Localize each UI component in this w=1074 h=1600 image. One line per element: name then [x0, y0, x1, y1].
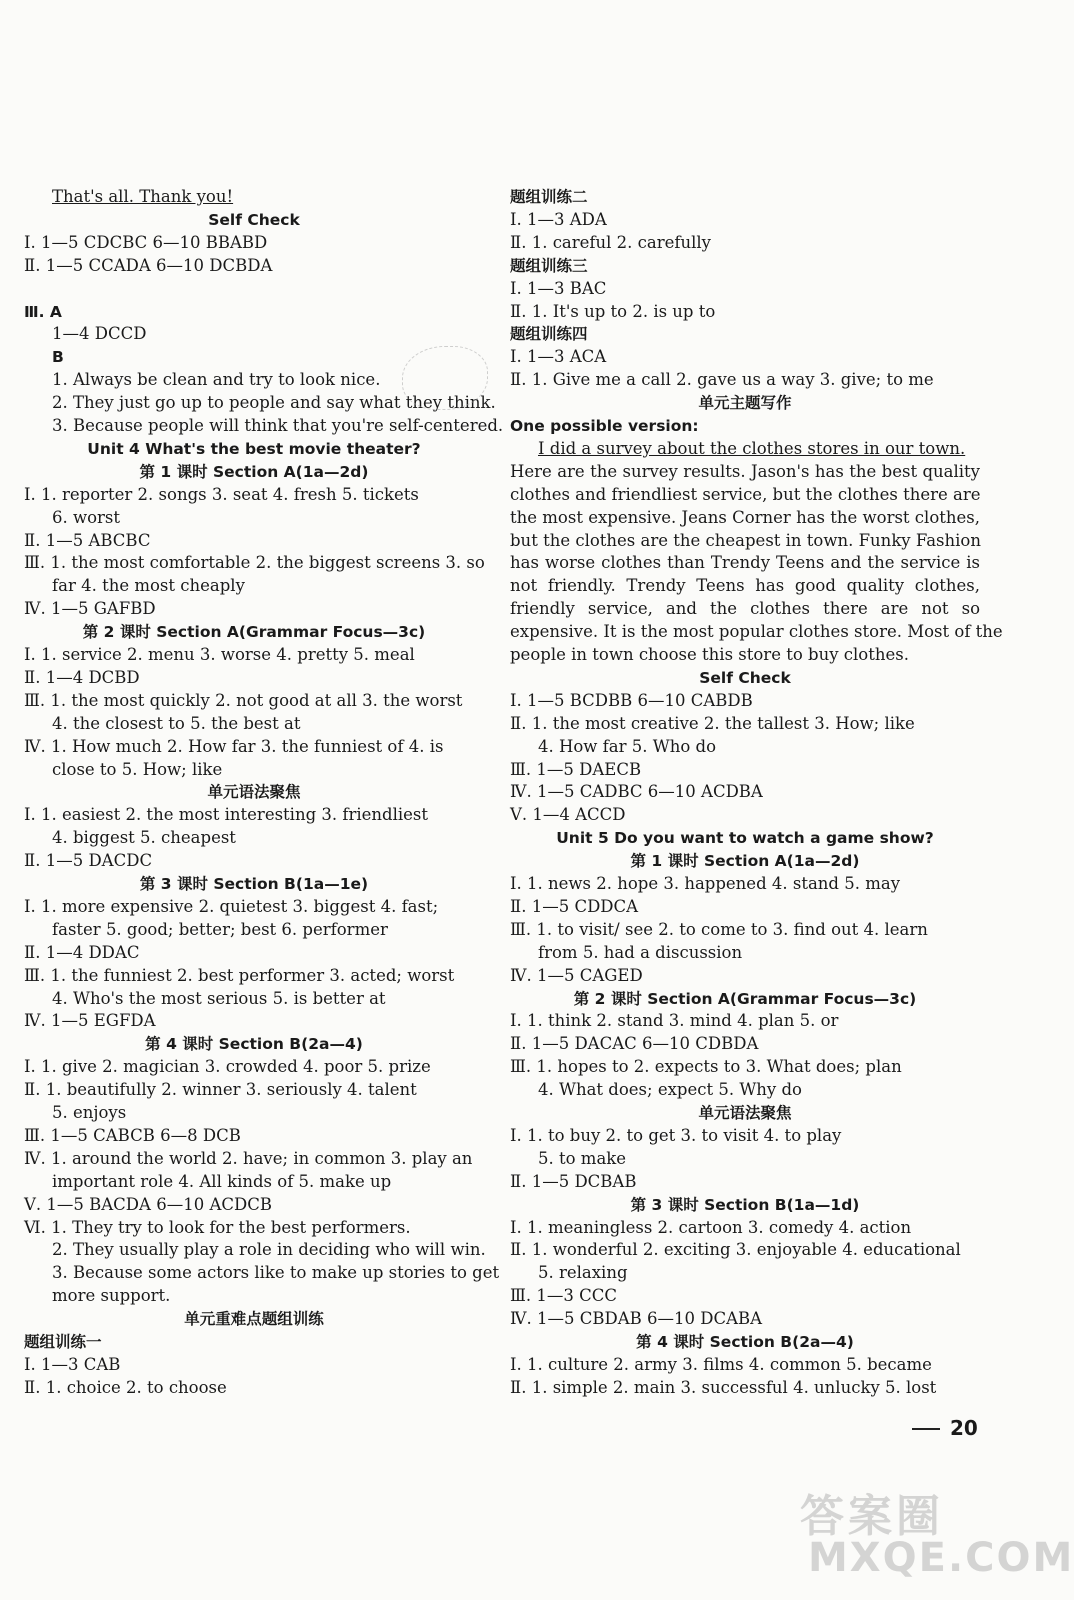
left-column-line: 3. Because people will think that you're self-centered.: [52, 416, 504, 435]
left-column-line: important role 4. All kinds of 5. make up: [52, 1171, 392, 1191]
right-column-line: Ⅱ. 1. careful 2. carefully: [510, 232, 712, 252]
right-column-line: Ⅳ. 1—5 CADBC 6—10 ACDBA: [510, 782, 763, 802]
left-column-line: 题组训练一: [24, 1333, 102, 1351]
right-column-line: Ⅲ. 1. to visit/ see 2. to come to 3. find out 4. learn: [510, 919, 928, 939]
right-column-line: Ⅰ. 1. think 2. stand 3. mind 4. plan 5. or: [510, 1011, 839, 1031]
left-column-line: 单元语法聚焦: [207, 783, 301, 802]
left-column-line: 4. Who's the most serious 5. is better at: [52, 988, 386, 1008]
right-column-line: Ⅰ. 1. news 2. hope 3. happened 4. stand 5. may: [510, 874, 901, 893]
right-column-line: Ⅱ. 1. wonderful 2. exciting 3. enjoyable 4. educational: [510, 1240, 961, 1260]
left-column-line: Ⅱ. 1—4 DDAC: [24, 942, 140, 962]
right-column-line: but the clothes are the cheapest in town. Funky Fashion: [510, 530, 981, 550]
left-column-line: Unit 4 What's the best movie theater?: [87, 439, 421, 458]
left-column-line: 2. They usually play a role in deciding who will win.: [52, 1240, 486, 1260]
right-column-line: Ⅱ. 1. Give me a call 2. gave us a way 3. give; to me: [510, 370, 934, 390]
right-column-line: Ⅰ. 1—5 BCDBB 6—10 CABDB: [510, 690, 753, 710]
right-column-line: 单元语法聚焦: [698, 1104, 792, 1122]
left-column-line: Ⅱ. 1—5 DACDC: [24, 851, 153, 871]
right-column-line: Ⅳ. 1—5 CBDAB 6—10 DCABA: [510, 1309, 763, 1329]
right-column-line: clothes and friendliest service, but the clothes there are: [510, 484, 981, 504]
right-column-line: 题组训练四: [510, 325, 588, 344]
right-column-line: friendly service, and the clothes there are not so: [510, 599, 980, 619]
right-column-line: Ⅱ. 1. It's up to 2. is up to: [510, 301, 716, 321]
left-column-line: 第 2 课时 Section A(Grammar Focus—3c): [82, 623, 426, 642]
right-column-line: Ⅱ. 1—5 DACAC 6—10 CDBDA: [510, 1034, 759, 1054]
left-column-line: Ⅴ. 1—5 BACDA 6—10 ACDCB: [24, 1194, 272, 1214]
right-column-line: has worse clothes than Trendy Teens and the service is: [510, 553, 980, 573]
left-column-line: 1. Always be clean and try to look nice.: [52, 370, 381, 390]
left-column-line: 3. Because some actors like to make up stories to get: [52, 1263, 500, 1283]
right-column-line: 第 1 课时 Section A(1a—2d): [630, 852, 860, 871]
left-column-line: Ⅳ. 1. How much 2. How far 3. the funniest of 4. is: [24, 736, 444, 756]
right-column-line: Ⅳ. 1—5 CAGED: [510, 965, 643, 985]
right-column-line: I did a survey about the clothes stores in our town.: [538, 438, 966, 458]
right-column-line: 4. How far 5. Who do: [538, 736, 717, 756]
right-column-line: 单元主题写作: [698, 394, 792, 413]
left-column-line: 4. the closest to 5. the best at: [52, 713, 301, 733]
left-column-line: 单元重难点题组训练: [184, 1310, 324, 1329]
right-column-line: 5. relaxing: [538, 1263, 628, 1283]
left-column-line: 第 3 课时 Section B(1a—1e): [139, 875, 369, 893]
right-column-line: Ⅲ. 1. hopes to 2. expects to 3. What does; plan: [510, 1057, 902, 1077]
left-column-line: Ⅰ. 1. service 2. menu 3. worse 4. pretty 5. meal: [24, 645, 415, 664]
left-column-line: 第 4 课时 Section B(2a—4): [145, 1035, 363, 1054]
watermark-logo: 答案圈: [800, 1491, 944, 1542]
left-column-line: That's all. Thank you!: [52, 187, 234, 206]
left-column-line: Ⅱ. 1—5 CCADA 6—10 DCBDA: [24, 255, 273, 275]
left-column-line: far 4. the most cheaply: [52, 576, 245, 596]
right-column-line: Here are the survey results. Jason's has the best quality: [510, 461, 980, 481]
left-column-line: 4. biggest 5. cheapest: [52, 828, 236, 848]
right-column-line: Ⅱ. 1—5 CDDCA: [510, 896, 639, 916]
right-column-line: Ⅱ. 1—5 DCBAB: [510, 1171, 637, 1191]
right-column-line: Ⅲ. 1—5 DAECB: [510, 759, 642, 779]
left-column-line: Ⅳ. 1—5 EGFDA: [24, 1011, 156, 1031]
right-column-line: 5. to make: [538, 1148, 627, 1168]
left-column-line: Ⅰ. 1—3 CAB: [24, 1354, 121, 1374]
right-column-line: Ⅰ. 1. to buy 2. to get 3. to visit 4. to play: [510, 1125, 842, 1145]
left-column-line: Self Check: [208, 210, 300, 229]
left-column-line: Ⅵ. 1. They try to look for the best performers.: [24, 1217, 411, 1237]
right-column-line: Ⅰ. 1—3 ADA: [510, 209, 607, 229]
left-column-line: Ⅲ. 1. the most comfortable 2. the biggest screens 3. so: [24, 553, 485, 573]
right-column-line: 第 3 课时 Section B(1a—1d): [630, 1195, 860, 1214]
right-column-line: Ⅴ. 1—4 ACCD: [510, 805, 626, 825]
right-column-line: 题组训练二: [510, 188, 588, 206]
page-number: 20: [950, 1416, 978, 1440]
right-column-line: Unit 5 Do you want to watch a game show?: [556, 829, 934, 848]
right-column-line: Self Check: [699, 668, 791, 687]
left-column-line: Ⅰ. 1. reporter 2. songs 3. seat 4. fresh 5. tickets: [24, 484, 419, 504]
left-column-line: Ⅰ. 1. easiest 2. the most interesting 3. friendliest: [24, 805, 429, 825]
left-column-line: 2. They just go up to people and say what they think.: [52, 393, 496, 413]
left-column-line: Ⅱ. 1—5 ABCBC: [24, 530, 151, 550]
right-column-line: 题组训练三: [510, 256, 588, 275]
left-column-line: Ⅳ. 1. around the world 2. have; in common 3. play an: [24, 1148, 473, 1168]
left-column-line: Ⅰ. 1—5 CDCBC 6—10 BBABD: [24, 232, 268, 252]
watermark-url: MXQE.COM: [808, 1535, 1074, 1581]
left-column-line: Ⅱ. 1—4 DCBD: [24, 667, 140, 687]
left-column-line: 第 1 课时 Section A(1a—2d): [139, 462, 369, 481]
stamp-mark: [402, 346, 488, 410]
left-column-line: faster 5. good; better; best 6. performer: [52, 919, 388, 939]
left-column-line: B: [52, 348, 64, 367]
right-column-line: Ⅲ. 1—3 CCC: [510, 1286, 618, 1306]
right-column-line: Ⅰ. 1—3 BAC: [510, 278, 607, 298]
right-column-line: 第 2 课时 Section A(Grammar Focus—3c): [573, 989, 917, 1008]
right-column-line: people in town choose this store to buy clothes.: [510, 645, 909, 664]
right-column-line: 4. What does; expect 5. Why do: [538, 1080, 802, 1100]
left-column-line: Ⅰ. 1. more expensive 2. quietest 3. biggest 4. fast;: [24, 896, 439, 916]
right-column-line: not friendly. Trendy Teens has good quality clothes,: [510, 576, 980, 596]
right-column-line: expensive. It is the most popular clothes store. Most of the: [510, 622, 1003, 642]
left-column-line: 5. enjoys: [52, 1103, 127, 1122]
page-number-dash: [912, 1428, 940, 1430]
left-column-line: 6. worst: [52, 507, 121, 527]
right-column-line: 第 4 课时 Section B(2a—4): [636, 1333, 854, 1351]
left-column-line: Ⅲ. A: [24, 302, 62, 321]
right-column-line: Ⅱ. 1. simple 2. main 3. successful 4. unlucky 5. lost: [510, 1377, 937, 1397]
left-column-line: Ⅲ. 1. the most quickly 2. not good at all 3. the worst: [24, 690, 463, 710]
left-column-line: Ⅱ. 1. choice 2. to choose: [24, 1377, 227, 1397]
right-column-line: Ⅱ. 1. the most creative 2. the tallest 3. How; like: [510, 713, 915, 733]
left-column-line: 1—4 DCCD: [52, 324, 147, 344]
left-column-line: Ⅳ. 1—5 GAFBD: [24, 599, 156, 619]
right-column-line: Ⅰ. 1. culture 2. army 3. films 4. common 5. became: [510, 1354, 932, 1374]
right-column-line: the most expensive. Jeans Corner has the worst clothes,: [510, 507, 980, 527]
left-column-line: Ⅰ. 1. give 2. magician 3. crowded 4. poor 5. prize: [24, 1057, 431, 1077]
left-column-line: more support.: [52, 1286, 171, 1306]
left-column-line: Ⅱ. 1. beautifully 2. winner 3. seriously 4. talent: [24, 1080, 417, 1100]
right-column-line: Ⅰ. 1—3 ACA: [510, 347, 607, 367]
right-column-line: from 5. had a discussion: [538, 942, 743, 962]
left-column-line: Ⅲ. 1. the funniest 2. best performer 3. acted; worst: [24, 965, 455, 985]
left-column-line: close to 5. How; like: [52, 759, 223, 779]
right-column-line: Ⅰ. 1. meaningless 2. cartoon 3. comedy 4. action: [510, 1217, 912, 1237]
right-column-line: One possible version:: [510, 417, 699, 435]
left-column-line: Ⅲ. 1—5 CABCB 6—8 DCB: [24, 1125, 241, 1145]
